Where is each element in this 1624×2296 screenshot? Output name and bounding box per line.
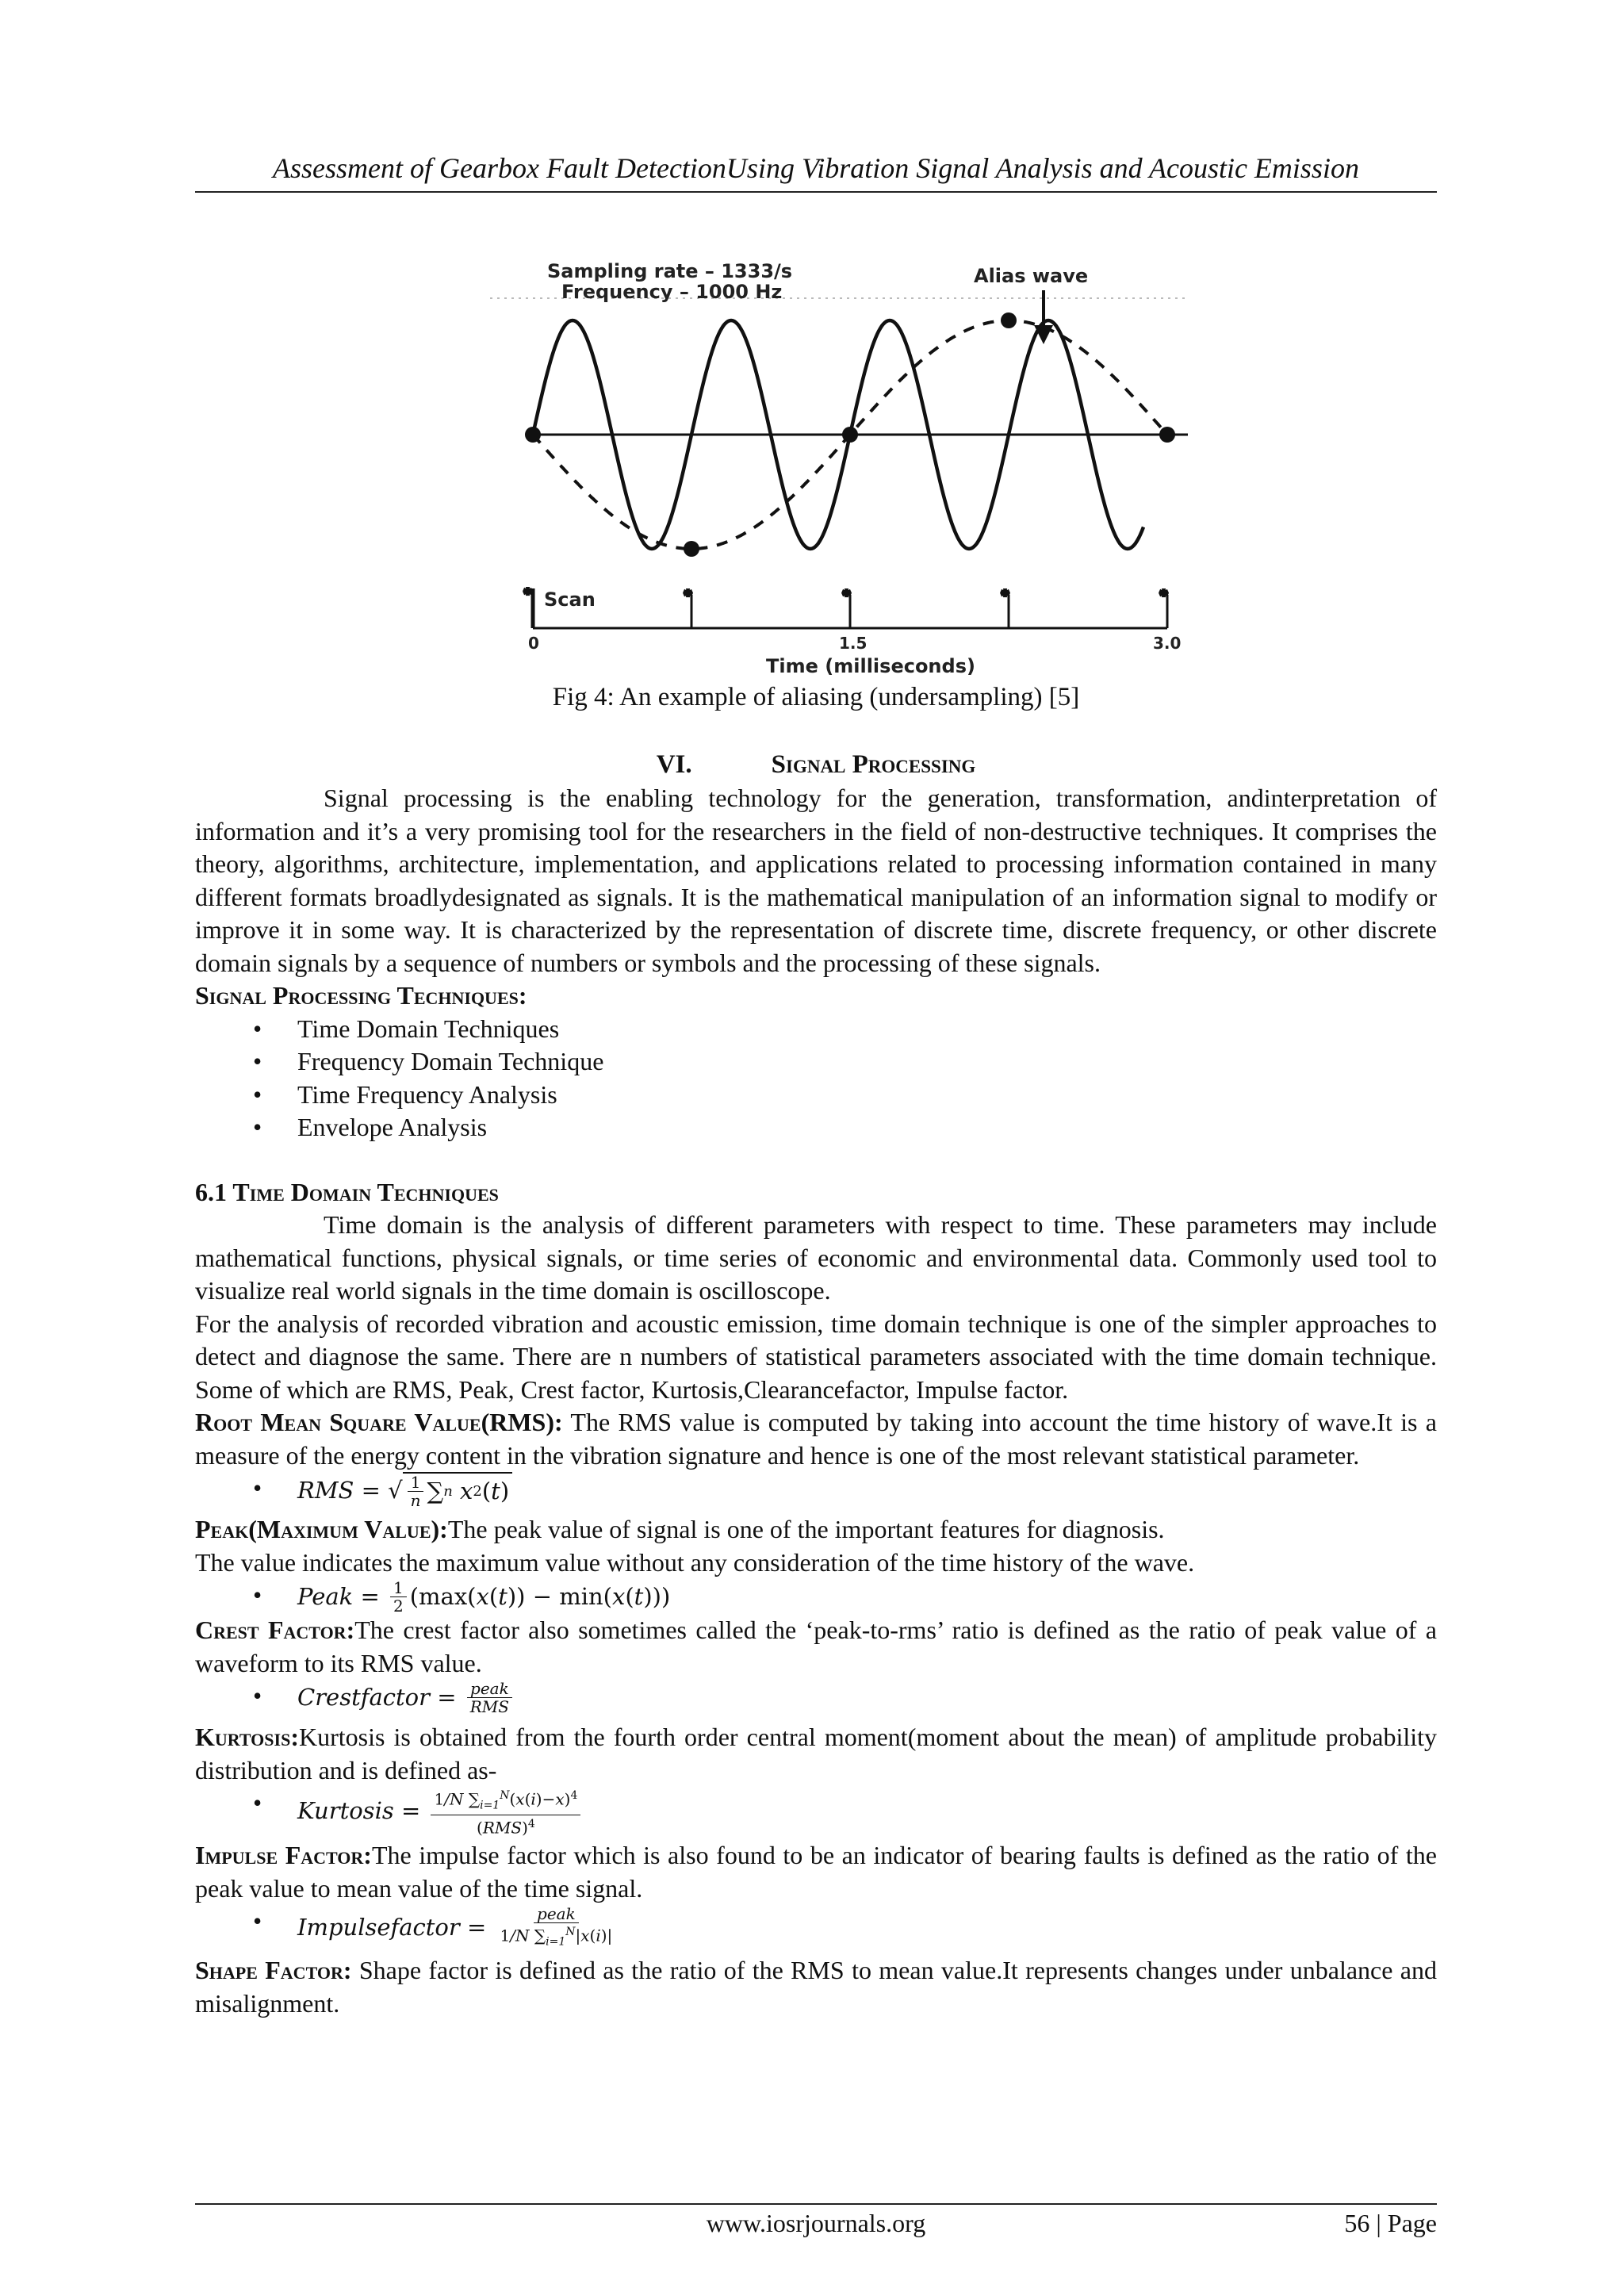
- svg-text:*: *: [842, 585, 851, 605]
- rms-formula-lhs: • RMS =: [297, 1476, 381, 1504]
- shape-term: Shape Factor:: [195, 1956, 352, 1984]
- figure-caption: Fig 4: An example of aliasing (undersampling) [5]: [552, 683, 1080, 711]
- peak-formula-lhs: • Peak =: [297, 1582, 380, 1610]
- scan-label: Scan: [544, 588, 596, 611]
- crest-text: The crest factor also sometimes called the ‘peak-to-rms’ ratio is defined as the ratio of peak value of a waveform to its RMS value.: [195, 1616, 1438, 1677]
- peak-term: Peak(Maximum Value):: [195, 1515, 448, 1543]
- rms-formula: • RMS = √ $\frac{1}{n}$ ∑ n x 2 ( t ): [195, 1472, 1437, 1513]
- kurtosis-text: Kurtosis is obtained from the fourth order central moment(moment about the mean) of amplitude probability distribution and is defined as-: [195, 1723, 1437, 1784]
- running-header: Assessment of Gearbox Fault DetectionUsing Vibration Signal Analysis and Acoustic Emission: [273, 152, 1359, 184]
- sample-point: [842, 427, 858, 443]
- kurtosis-formula-lhs: • Kurtosis =: [297, 1797, 421, 1825]
- paragraph: For the analysis of recorded vibration and acoustic emission, time domain technique is one of the simpler approaches to detect and diagnose the same. There are n numbers of statistical parameters associated with the time domain technique. Some of which are RMS, Peak, Crest factor, Kurtosis,Clearancefactor, Impulse factor.: [195, 1309, 1437, 1404]
- svg-text:*: *: [684, 585, 692, 605]
- section-title: Signal Processing: [771, 750, 976, 779]
- x-axis-label: Time (milliseconds): [766, 655, 975, 677]
- section-number: VI.: [656, 750, 692, 779]
- body-content: [195, 747, 1437, 2020]
- alias-wave-label: Alias wave: [974, 265, 1089, 287]
- impulse-formula-lhs: • Impulsefactor =: [297, 1914, 487, 1941]
- sample-point: [1159, 427, 1175, 443]
- impulse-term: Impulse Factor:: [195, 1841, 372, 1869]
- impulse-paragraph: [195, 1839, 1437, 1905]
- techniques-list: [195, 1013, 1437, 1144]
- sample-point: [525, 427, 541, 443]
- frequency-label: Frequency – 1000 Hz: [561, 281, 783, 303]
- footer-rule: [195, 2203, 1437, 2205]
- techniques-heading: Signal Processing Techniques:: [195, 981, 527, 1010]
- impulse-formula: • Impulsefactor = $\frac{\text{peak}}{1/N \sum_{i=1}^N|x(i)|}$: [195, 1905, 1437, 1954]
- paragraph: Time domain is the analysis of different parameters with respect to time. These parameters may include mathematical functions, physical signals, or time series of economic and environmental data. Commonly used tool to visualize real world signals in the time domain is oscilloscope.: [195, 1210, 1437, 1305]
- sample-point: [1001, 312, 1017, 328]
- crest-paragraph: [195, 1614, 1437, 1680]
- subsection-heading: 6.1 Time Domain Techniques: [195, 1177, 499, 1206]
- kurtosis-formula: • Kurtosis = $\frac{1/N \sum_{i=1}^N(x(i)-x)^4}{(RMS)^4}$: [195, 1787, 1437, 1839]
- rms-text: The RMS value is computed by taking into account the time history of wave.It is a measure of the energy content in the vibration signature and hence is one of the most relevant statistical parameter.: [195, 1408, 1438, 1470]
- list-item: • Time Domain Techniques: [195, 1013, 1437, 1046]
- svg-text:*: *: [1001, 585, 1009, 605]
- peak-formula: • Peak = $\frac{1}{2}$ (max( x ( t )) − min( x ( t ))): [195, 1579, 1437, 1614]
- sample-point: [684, 541, 699, 557]
- rms-paragraph: [195, 1406, 1437, 1472]
- list-item: • Envelope Analysis: [195, 1111, 1437, 1144]
- section-heading: [195, 747, 1437, 782]
- list-item: • Frequency Domain Technique: [195, 1045, 1437, 1079]
- tick-label-1: 1.5: [839, 634, 868, 653]
- sampling-rate-label: Sampling rate – 1333/s: [547, 260, 793, 282]
- footer-url: www.iosrjournals.org: [706, 2209, 926, 2237]
- rms-term: Root Mean Square Value(RMS):: [195, 1408, 563, 1436]
- crest-term: Crest Factor:: [195, 1616, 355, 1644]
- scan-markers: [523, 584, 1168, 628]
- crest-formula: • Crestfactor = $\frac{\text{peak}}{\text{RMS}}$: [195, 1680, 1437, 1721]
- impulse-text: The impulse factor which is also found to be an indicator of bearing faults is defined as the ratio of the peak value to mean value of the time signal.: [195, 1841, 1438, 1903]
- peak-text: The peak value of signal is one of the important features for diagnosis.: [447, 1515, 1165, 1543]
- footer-page-number: 56 | Page: [1344, 2209, 1437, 2237]
- peak-paragraph-2: The value indicates the maximum value without any consideration of the time history of the wave.: [195, 1547, 1195, 1577]
- tick-label-0: 0: [528, 634, 539, 653]
- svg-text:*: *: [523, 584, 532, 604]
- kurtosis-paragraph: [195, 1721, 1437, 1787]
- tick-label-2: 3.0: [1153, 634, 1182, 653]
- shape-text: Shape factor is defined as the ratio of the RMS to mean value.It represents changes under unbalance and misalignment.: [195, 1956, 1438, 2018]
- svg-text:*: *: [1159, 585, 1168, 605]
- aliasing-figure: [490, 252, 1188, 680]
- peak-paragraph: [195, 1513, 1437, 1547]
- shape-paragraph: [195, 1954, 1437, 2020]
- header-rule: [195, 191, 1437, 193]
- crest-formula-lhs: • Crestfactor =: [297, 1683, 457, 1711]
- list-item: • Time Frequency Analysis: [195, 1079, 1437, 1112]
- kurtosis-term: Kurtosis:: [195, 1723, 299, 1751]
- section-paragraph: Signal processing is the enabling technology for the generation, transformation, andinterpretation of information and it’s a very promising tool for the researchers in the field of non-destructive techniques. It comprises the theory, algorithms, architecture, implementation, and applications related to processing information contained in many different formats broadlydesignated as signals. It is the mathematical manipulation of an information signal to modify or improve it in some way. It is characterized by the representation of discrete time, discrete frequency, or other discrete domain signals by a sequence of numbers or symbols and the processing of these signals.: [195, 784, 1437, 977]
